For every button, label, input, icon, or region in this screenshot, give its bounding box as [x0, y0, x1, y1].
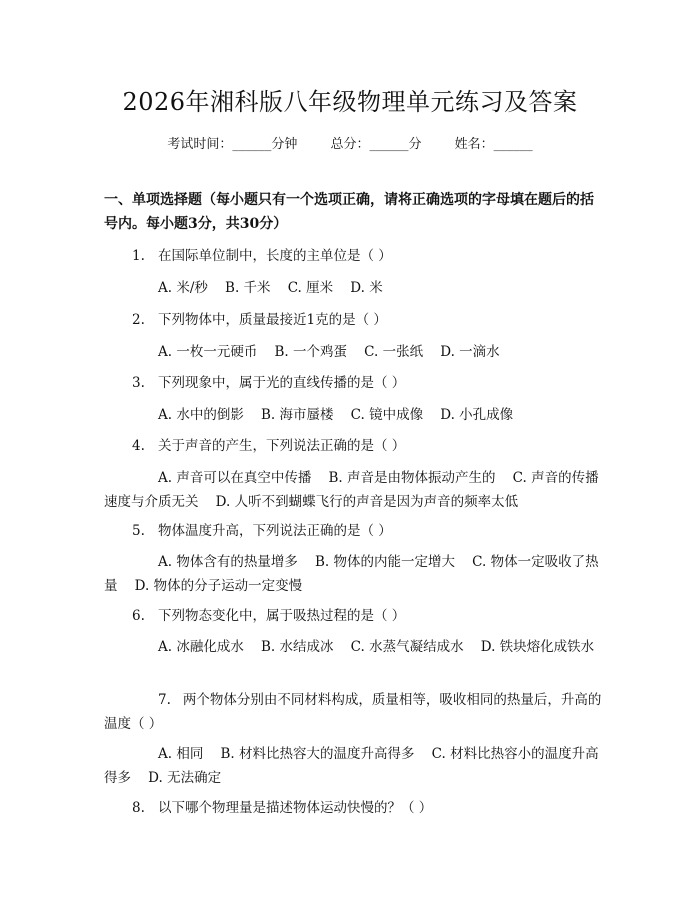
exam-info-line	[0, 133, 700, 152]
question-3: 3. 下列现象中，属于光的直线传播的是（ ）	[132, 375, 406, 391]
question-5: 5. 物体温度升高，下列说法正确的是（ ）	[132, 523, 392, 539]
total-score-field: 总分：______分	[330, 137, 422, 152]
question-1-options	[104, 276, 604, 300]
student-name-field: 姓名：______	[454, 137, 533, 152]
section-heading-single-choice: 一、单项选择题（每小题只有一个选项正确，请将正确选项的字母填在题后的括号内。每小题3分，共30分）	[104, 192, 594, 232]
question-4: 4. 关于声音的产生，下列说法正确的是（ ）	[132, 438, 406, 454]
page-title: 2026年湘科版八年级物理单元练习及答案	[122, 88, 578, 116]
options-text: A. 冰融化成水 B. 水结成冰 C. 水蒸气凝结成水 D. 铁块熔化成铁水	[158, 639, 595, 655]
options-text: A. 水中的倒影 B. 海市蜃楼 C. 镜中成像 D. 小孔成像	[158, 407, 514, 423]
question-2-options	[104, 340, 604, 364]
question-7	[104, 688, 604, 736]
question-2: 2. 下列物体中，质量最接近1克的是（ ）	[132, 312, 387, 328]
question-stem: 物体温度升高，下列说法正确的是（ ）	[158, 523, 392, 539]
question-1: 1. 在国际单位制中，长度的主单位是（ ）	[132, 248, 392, 264]
question-6: 6. 下列物态变化中，属于吸热过程的是（ ）	[132, 608, 406, 624]
question-stem: 下列现象中，属于光的直线传播的是（ ）	[158, 375, 406, 391]
options-text: A. 声音可以在真空中传播 B. 声音是由物体振动产生的 C. 声音的传播速度与介质无关 D. 人听不到蝴蝶飞行的声音是因为声音的频率太低	[104, 470, 599, 510]
options-text: A. 米/秒 B. 千米 C. 厘米 D. 米	[158, 280, 383, 296]
question-stem: 下列物态变化中，属于吸热过程的是（ ）	[158, 608, 406, 624]
question-8: 8. 以下哪个物理量是描述物体运动快慢的？（ ）	[132, 800, 433, 816]
question-3-options	[104, 403, 604, 427]
question-stem: 关于声音的产生，下列说法正确的是（ ）	[158, 438, 406, 454]
question-4-options	[104, 466, 604, 514]
question-stem: 在国际单位制中，长度的主单位是（ ）	[158, 248, 392, 264]
question-number: 7.	[158, 692, 171, 708]
question-5-options	[104, 550, 604, 598]
exam-time-field: 考试时间：______分钟	[167, 137, 298, 152]
question-6-options	[104, 635, 604, 659]
options-text: A. 相同 B. 材料比热容大的温度升高得多 C. 材料比热容小的温度升高得多 D. 无法确定	[104, 746, 599, 786]
options-text: A. 一枚一元硬币 B. 一个鸡蛋 C. 一张纸 D. 一滴水	[158, 344, 500, 360]
options-text: A. 物体含有的热量增多 B. 物体的内能一定增大 C. 物体一定吸收了热量 D. 物体的分子运动一定变慢	[104, 554, 599, 594]
question-stem: 以下哪个物理量是描述物体运动快慢的？（ ）	[158, 800, 433, 816]
question-stem: 两个物体分别由不同材料构成，质量相等，吸收相同的热量后，升高的温度（ ）	[104, 692, 602, 732]
question-7-options	[104, 742, 604, 790]
question-stem: 下列物体中，质量最接近1克的是（ ）	[158, 312, 387, 328]
